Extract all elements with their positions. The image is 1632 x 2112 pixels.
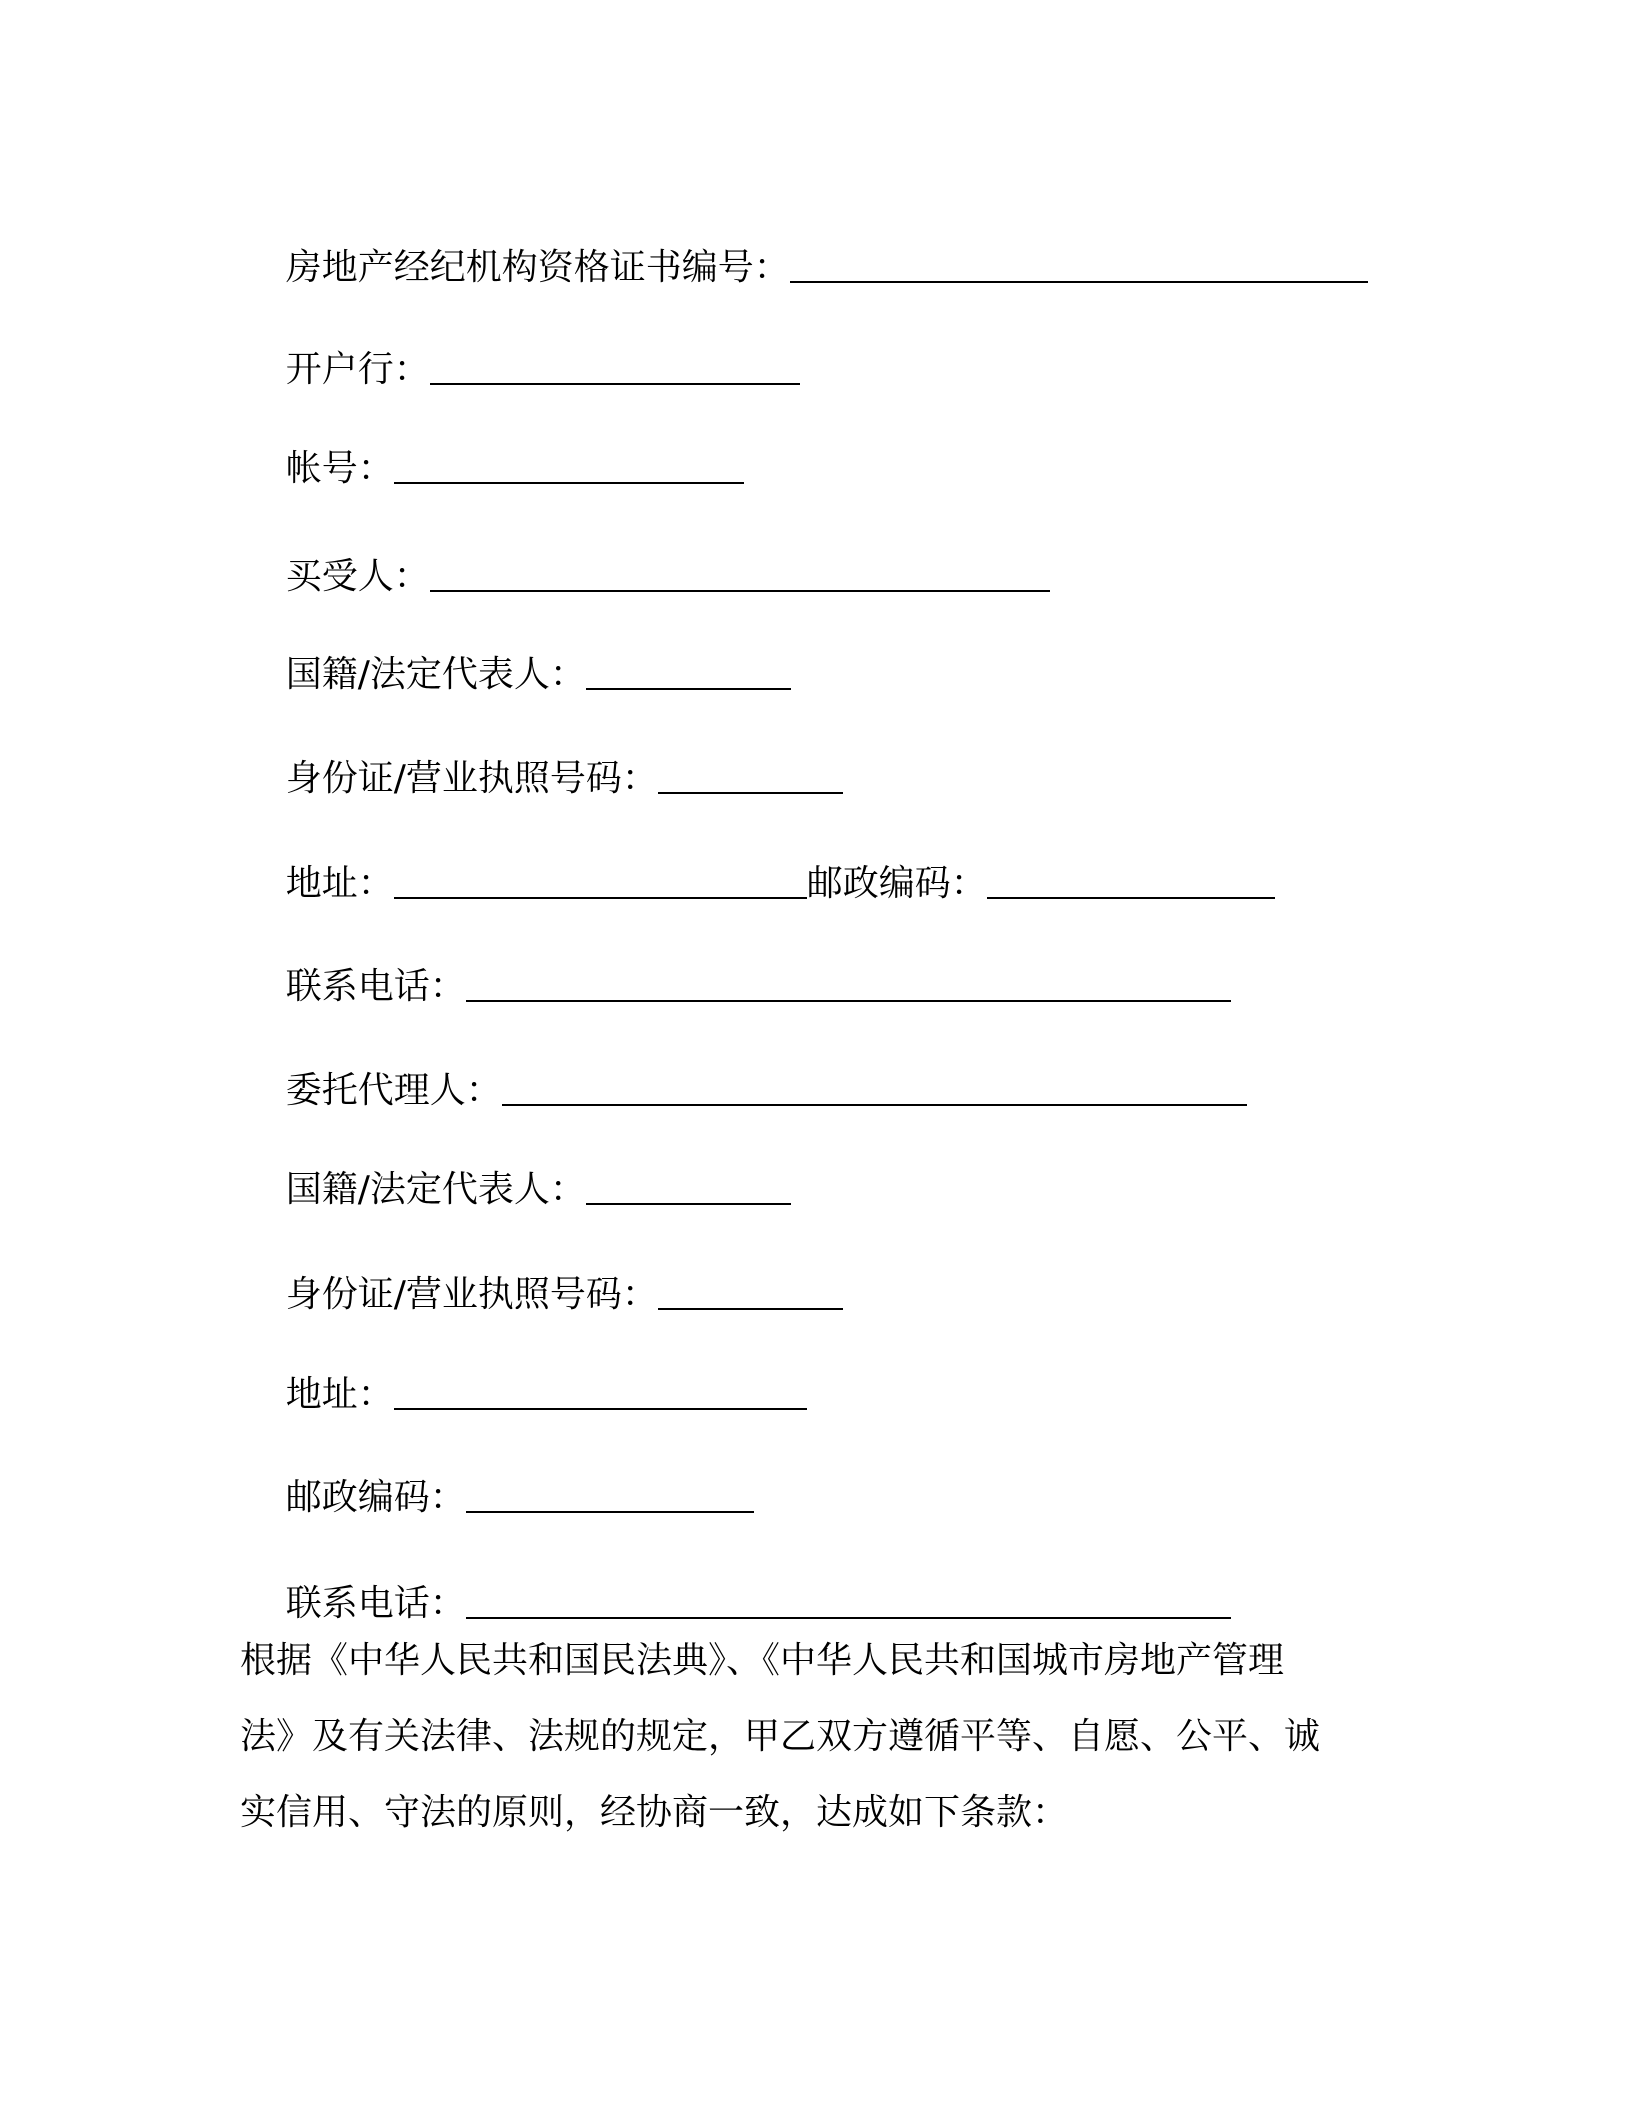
field-label: 国籍/法定代表人：: [285, 1169, 586, 1210]
blank-line: [394, 1378, 807, 1410]
field-label: 身份证/营业执照号码：: [285, 758, 658, 799]
field-label: 房地产经纪机构资格证书编号：: [285, 247, 790, 288]
field-label: 委托代理人：: [285, 1070, 502, 1111]
field-label: 身份证/营业执照号码：: [285, 1274, 658, 1315]
blank-line: [394, 452, 744, 484]
blank-line: [658, 1278, 843, 1310]
field-phone: [240, 921, 1231, 1007]
field-address-postcode: [240, 818, 1275, 904]
blank-line: [987, 867, 1275, 899]
field-label: 联系电话：: [285, 1583, 466, 1624]
blank-line: [466, 1587, 1231, 1619]
blank-line: [586, 1173, 791, 1205]
field-address-2: [240, 1329, 807, 1415]
blank-line: [394, 867, 807, 899]
blank-line: [466, 970, 1231, 1002]
field-account-number: [240, 403, 744, 489]
field-buyer: [240, 511, 1050, 597]
blank-line: [430, 353, 800, 385]
field-label: 买受人：: [285, 556, 430, 597]
field-nationality-representative-2: [240, 1124, 791, 1210]
field-agency-license-number: [240, 202, 1368, 288]
blank-line: [466, 1481, 754, 1513]
intro-paragraph: [240, 1623, 1370, 1851]
field-nationality-representative: [240, 609, 791, 695]
blank-line: [586, 658, 791, 690]
blank-line: [790, 251, 1368, 283]
field-label-postcode: 邮政编码：: [806, 863, 987, 904]
field-label: 帐号：: [285, 448, 394, 489]
field-id-license-number-2: [240, 1229, 843, 1315]
field-bank: [240, 304, 800, 390]
paragraph-line: 根据《中华人民共和国民法典》、《中华人民共和国城市房地产管理: [240, 1640, 1285, 1681]
field-label: 地址：: [285, 1374, 394, 1415]
blank-line: [430, 560, 1050, 592]
paragraph-line: 法》及有关法律、法规的规定，甲乙双方遵循平等、自愿、公平、诚: [240, 1716, 1321, 1757]
field-id-license-number: [240, 713, 843, 799]
paragraph-line: 实信用、守法的原则，经协商一致，达成如下条款：: [240, 1792, 1069, 1833]
blank-line: [658, 762, 843, 794]
field-label: 地址：: [285, 863, 394, 904]
field-label: 联系电话：: [285, 966, 466, 1007]
field-postcode-2: [240, 1432, 754, 1518]
field-label: 国籍/法定代表人：: [285, 654, 586, 695]
blank-line: [502, 1074, 1247, 1106]
field-label: 邮政编码：: [285, 1477, 466, 1518]
field-label: 开户行：: [285, 349, 430, 390]
field-agent: [240, 1025, 1247, 1111]
field-phone-2: [240, 1538, 1231, 1624]
